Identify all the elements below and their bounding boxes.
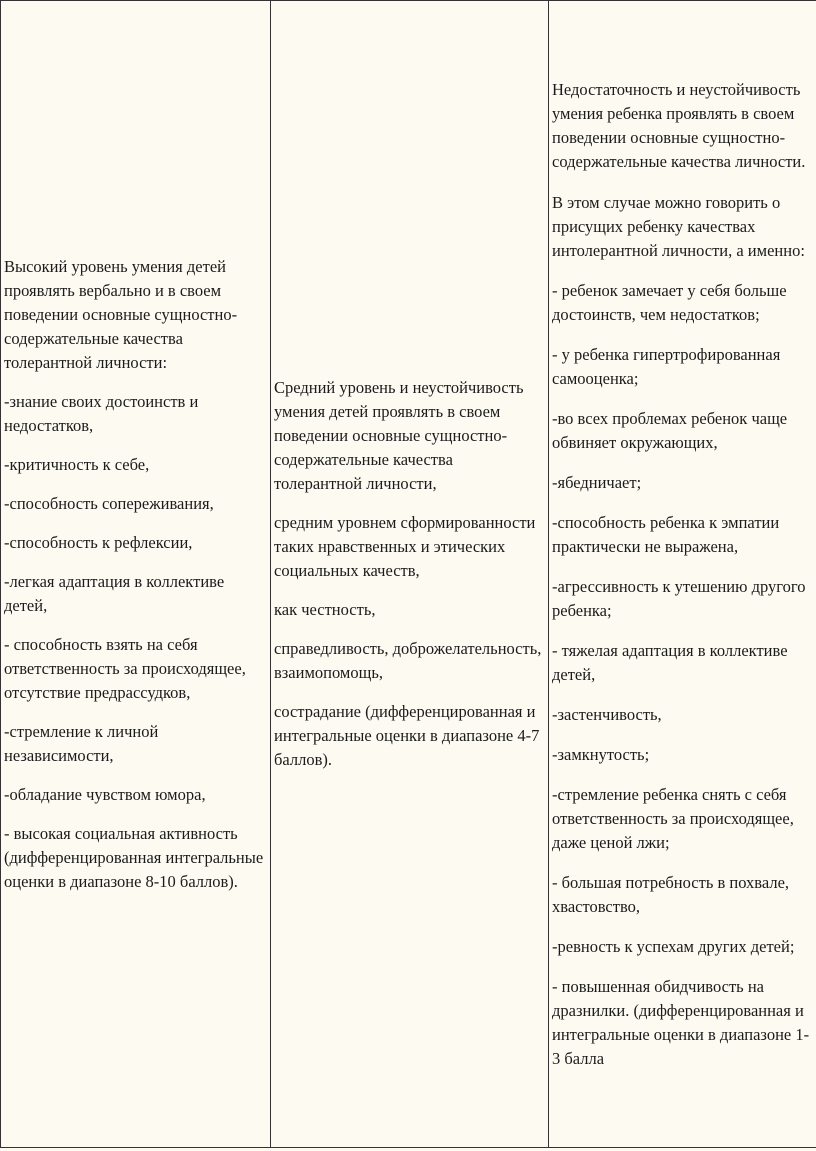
- list-item: средним уровнем сформированности таких нравственных и этических социальных качеств,: [274, 513, 536, 580]
- list-item: -способность сопереживания,: [4, 493, 214, 513]
- low-level-description: Недостаточность и неустойчивость умения ребенка проявлять в своем поведении основные сущностно-содержательные качества личности.: [552, 79, 806, 171]
- medium-level-description: Средний уровень и неустойчивость умения детей проявлять в своем поведении основные сущностно-содержательные качества толерантной личности,: [274, 378, 524, 493]
- list-item: как честность,: [274, 600, 376, 619]
- list-item: -ябедничает;: [552, 472, 642, 492]
- list-item: -застенчивость,: [552, 704, 662, 724]
- list-item: -способность к рефлексии,: [4, 532, 193, 552]
- list-item: -знание своих достоинств и недостатков,: [4, 391, 199, 435]
- list-item: -способность ребенка к эмпатии практически не выражена,: [552, 512, 780, 556]
- list-item: -агрессивность к утешению другого ребенка;: [552, 576, 806, 620]
- medium-level-cell: [271, 1, 549, 1148]
- high-level-cell: [1, 1, 271, 1148]
- list-item: -обладание чувством юмора,: [4, 784, 206, 804]
- list-item: справедливость, доброжелательность, взаимопомощь,: [274, 639, 542, 682]
- list-item: - тяжелая адаптация в коллективе детей,: [552, 640, 788, 684]
- list-item: -стремление к личной независимости,: [4, 721, 159, 765]
- list-item: В этом случае можно говорить о присущих ребенку качествах интолерантной личности, а именно:: [552, 192, 805, 260]
- table-row: [1, 1, 816, 1148]
- list-item: - способность взять на себя ответственность за происходящее, отсутствие предрассудков,: [4, 634, 246, 702]
- list-item: - высокая социальная активность (дифференцированная интегральные оценки в диапазоне 8-10 баллов).: [4, 823, 264, 891]
- list-item: -легкая адаптация в коллективе детей,: [4, 571, 225, 615]
- list-item: - ребенок замечает у себя больше достоинств, чем недостатков;: [552, 280, 787, 324]
- list-item: сострадание (дифференцированная и интегральные оценки в диапазоне 4-7 баллов).: [274, 702, 540, 769]
- list-item: -замкнутость;: [552, 744, 650, 764]
- list-item: -ревность к успехам других детей;: [552, 936, 795, 956]
- list-item: -стремление ребенка снять с себя ответственность за происходящее, даже ценой лжи;: [552, 784, 794, 852]
- list-item: - у ребенка гипертрофированная самооценка;: [552, 344, 781, 388]
- list-item: -критичность к себе,: [4, 454, 150, 474]
- list-item: -во всех проблемах ребенок чаще обвиняет окружающих,: [552, 408, 788, 452]
- list-item: - большая потребность в похвале, хвастовство,: [552, 872, 790, 916]
- list-item: - повышенная обидчивость на дразнилки. (дифференцированная и интегральные оценки в диапазоне 1-3 балла: [552, 976, 810, 1068]
- low-level-cell: [549, 1, 816, 1148]
- high-level-description: Высокий уровень умения детей проявлять вербально и в своем поведении основные сущностно-содержательные качества толерантной личности:: [4, 256, 238, 372]
